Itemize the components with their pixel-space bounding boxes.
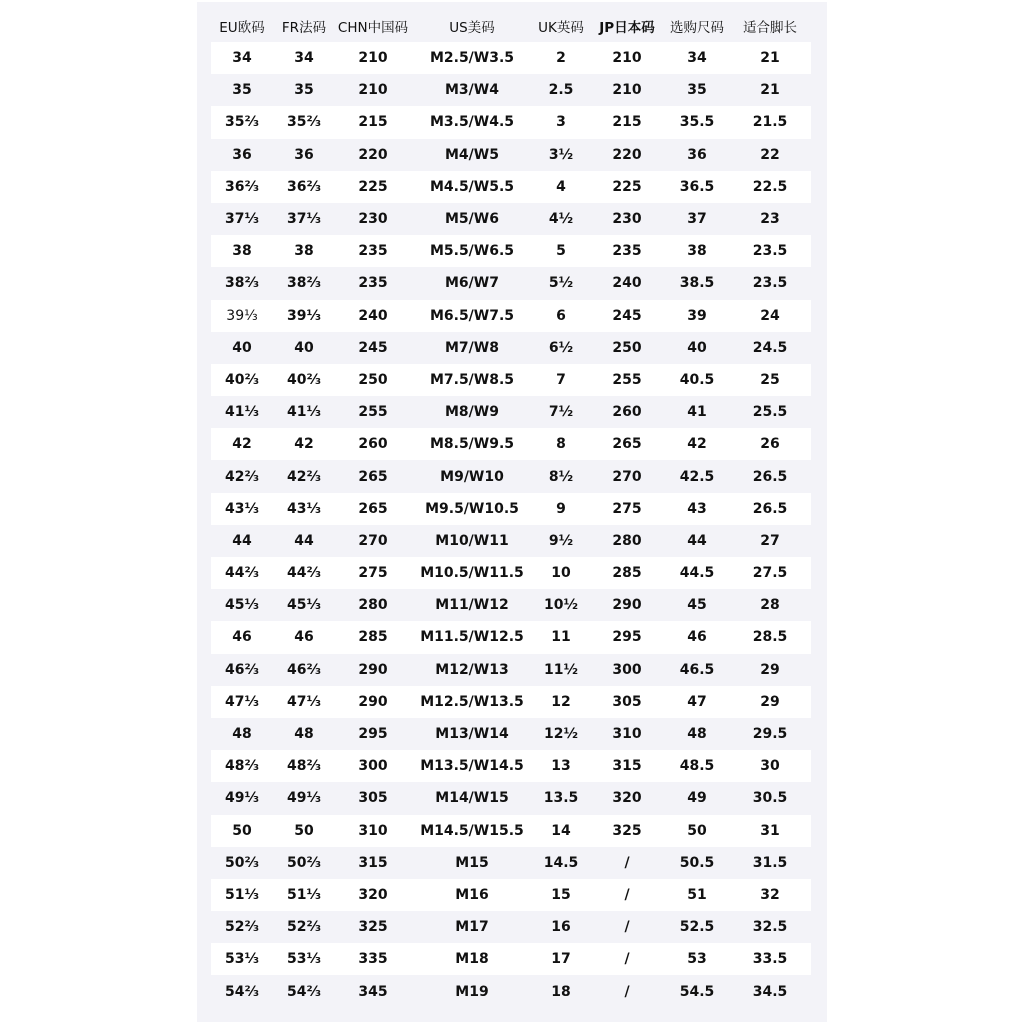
cell-eu: 43⅓ (211, 493, 273, 525)
cell-eu: 49⅓ (211, 782, 273, 814)
cell-jp: 230 (589, 203, 665, 235)
cell-eu: 35⅔ (211, 106, 273, 138)
cell-jp: / (589, 879, 665, 911)
cell-chn: 210 (335, 74, 411, 106)
cell-jp: 250 (589, 332, 665, 364)
cell-eu: 48⅔ (211, 750, 273, 782)
cell-us: M11/W12 (411, 589, 533, 621)
cell-eu: 46⅔ (211, 654, 273, 686)
size-chart-panel (197, 2, 827, 1022)
cell-chn: 235 (335, 235, 411, 267)
cell-eu: 38 (211, 235, 273, 267)
cell-uk: 4½ (533, 203, 589, 235)
cell-eu: 44 (211, 525, 273, 557)
cell-jp: 310 (589, 718, 665, 750)
cell-selected-size: 42 (665, 428, 729, 460)
cell-uk: 3 (533, 106, 589, 138)
cell-eu: 40 (211, 332, 273, 364)
table-row (211, 267, 811, 299)
header-foot-length: 适合脚长 (743, 20, 797, 36)
cell-chn: 325 (335, 911, 411, 943)
cell-fr: 49⅓ (273, 782, 335, 814)
cell-selected-size: 38.5 (665, 267, 729, 299)
cell-chn: 305 (335, 782, 411, 814)
cell-selected-size: 47 (665, 686, 729, 718)
cell-fr: 53⅓ (273, 943, 335, 975)
cell-eu: 34 (211, 42, 273, 74)
cell-fr: 45⅓ (273, 589, 335, 621)
cell-chn: 255 (335, 396, 411, 428)
cell-foot-length: 32.5 (729, 911, 811, 943)
cell-fr: 34 (273, 42, 335, 74)
cell-us: M8/W9 (411, 396, 533, 428)
cell-jp: / (589, 943, 665, 975)
cell-us: M14/W15 (411, 782, 533, 814)
table-row (211, 911, 811, 943)
cell-chn: 230 (335, 203, 411, 235)
cell-uk: 2 (533, 42, 589, 74)
cell-fr: 54⅔ (273, 975, 335, 1007)
cell-us: M11.5/W12.5 (411, 621, 533, 653)
cell-eu: 45⅓ (211, 589, 273, 621)
cell-jp: 210 (589, 74, 665, 106)
table-row (211, 42, 811, 74)
cell-fr: 48 (273, 718, 335, 750)
cell-chn: 240 (335, 300, 411, 332)
cell-uk: 5 (533, 235, 589, 267)
cell-us: M14.5/W15.5 (411, 815, 533, 847)
cell-us: M4/W5 (411, 139, 533, 171)
cell-chn: 285 (335, 621, 411, 653)
cell-selected-size: 50.5 (665, 847, 729, 879)
cell-uk: 17 (533, 943, 589, 975)
cell-chn: 290 (335, 686, 411, 718)
cell-jp: 290 (589, 589, 665, 621)
cell-fr: 43⅓ (273, 493, 335, 525)
cell-jp: 210 (589, 42, 665, 74)
cell-chn: 320 (335, 879, 411, 911)
cell-us: M6/W7 (411, 267, 533, 299)
cell-chn: 295 (335, 718, 411, 750)
cell-chn: 300 (335, 750, 411, 782)
table-row (211, 589, 811, 621)
cell-us: M12.5/W13.5 (411, 686, 533, 718)
cell-fr: 44 (273, 525, 335, 557)
table-row (211, 139, 811, 171)
cell-selected-size: 35.5 (665, 106, 729, 138)
cell-fr: 35 (273, 74, 335, 106)
cell-uk: 8½ (533, 460, 589, 492)
cell-jp: 325 (589, 815, 665, 847)
cell-jp: 285 (589, 557, 665, 589)
cell-jp: 295 (589, 621, 665, 653)
cell-selected-size: 34 (665, 42, 729, 74)
cell-selected-size: 40 (665, 332, 729, 364)
cell-selected-size: 36.5 (665, 171, 729, 203)
cell-foot-length: 23.5 (729, 235, 811, 267)
cell-jp: 320 (589, 782, 665, 814)
cell-uk: 8 (533, 428, 589, 460)
cell-uk: 12½ (533, 718, 589, 750)
cell-chn: 260 (335, 428, 411, 460)
cell-foot-length: 31.5 (729, 847, 811, 879)
cell-us: M9/W10 (411, 460, 533, 492)
cell-eu: 35 (211, 74, 273, 106)
cell-foot-length: 21 (729, 74, 811, 106)
cell-selected-size: 40.5 (665, 364, 729, 396)
cell-foot-length: 21 (729, 42, 811, 74)
cell-fr: 48⅔ (273, 750, 335, 782)
cell-selected-size: 37 (665, 203, 729, 235)
cell-eu: 48 (211, 718, 273, 750)
cell-jp: 255 (589, 364, 665, 396)
table-row (211, 235, 811, 267)
cell-us: M12/W13 (411, 654, 533, 686)
cell-selected-size: 41 (665, 396, 729, 428)
cell-uk: 18 (533, 975, 589, 1007)
cell-uk: 6 (533, 300, 589, 332)
cell-eu: 36⅔ (211, 171, 273, 203)
cell-jp: / (589, 847, 665, 879)
cell-jp: 305 (589, 686, 665, 718)
cell-uk: 10½ (533, 589, 589, 621)
cell-fr: 38 (273, 235, 335, 267)
cell-us: M7.5/W8.5 (411, 364, 533, 396)
table-row (211, 332, 811, 364)
cell-fr: 35⅔ (273, 106, 335, 138)
cell-chn: 225 (335, 171, 411, 203)
cell-jp: / (589, 911, 665, 943)
cell-foot-length: 26 (729, 428, 811, 460)
cell-selected-size: 54.5 (665, 975, 729, 1007)
header-us: US美码 (449, 20, 495, 36)
cell-fr: 42 (273, 428, 335, 460)
cell-fr: 46 (273, 621, 335, 653)
cell-foot-length: 29.5 (729, 718, 811, 750)
cell-us: M3/W4 (411, 74, 533, 106)
cell-chn: 245 (335, 332, 411, 364)
cell-selected-size: 49 (665, 782, 729, 814)
cell-eu: 42⅔ (211, 460, 273, 492)
cell-selected-size: 46.5 (665, 654, 729, 686)
cell-chn: 280 (335, 589, 411, 621)
cell-uk: 7 (533, 364, 589, 396)
cell-fr: 36 (273, 139, 335, 171)
cell-jp: 240 (589, 267, 665, 299)
cell-fr: 37⅓ (273, 203, 335, 235)
cell-us: M19 (411, 975, 533, 1007)
cell-foot-length: 25 (729, 364, 811, 396)
cell-uk: 11½ (533, 654, 589, 686)
cell-fr: 40 (273, 332, 335, 364)
cell-foot-length: 34.5 (729, 975, 811, 1007)
table-row (211, 943, 811, 975)
cell-selected-size: 43 (665, 493, 729, 525)
cell-us: M13/W14 (411, 718, 533, 750)
cell-foot-length: 32 (729, 879, 811, 911)
cell-selected-size: 51 (665, 879, 729, 911)
cell-eu: 37⅓ (211, 203, 273, 235)
cell-eu: 44⅔ (211, 557, 273, 589)
cell-eu: 53⅓ (211, 943, 273, 975)
cell-fr: 40⅔ (273, 364, 335, 396)
cell-us: M8.5/W9.5 (411, 428, 533, 460)
cell-chn: 265 (335, 493, 411, 525)
cell-foot-length: 33.5 (729, 943, 811, 975)
cell-fr: 47⅓ (273, 686, 335, 718)
cell-selected-size: 45 (665, 589, 729, 621)
cell-eu: 41⅓ (211, 396, 273, 428)
cell-uk: 9 (533, 493, 589, 525)
cell-jp: 220 (589, 139, 665, 171)
table-row (211, 428, 811, 460)
cell-eu: 47⅓ (211, 686, 273, 718)
cell-us: M16 (411, 879, 533, 911)
cell-uk: 11 (533, 621, 589, 653)
cell-eu: 40⅔ (211, 364, 273, 396)
cell-fr: 46⅔ (273, 654, 335, 686)
cell-foot-length: 26.5 (729, 460, 811, 492)
cell-us: M15 (411, 847, 533, 879)
cell-chn: 315 (335, 847, 411, 879)
cell-fr: 36⅔ (273, 171, 335, 203)
table-row (211, 621, 811, 653)
size-chart-body (211, 42, 811, 1008)
cell-chn: 220 (335, 139, 411, 171)
cell-us: M5/W6 (411, 203, 533, 235)
header-uk: UK英码 (538, 20, 584, 36)
cell-chn: 335 (335, 943, 411, 975)
cell-uk: 6½ (533, 332, 589, 364)
cell-us: M9.5/W10.5 (411, 493, 533, 525)
cell-foot-length: 28.5 (729, 621, 811, 653)
cell-selected-size: 42.5 (665, 460, 729, 492)
cell-jp: / (589, 975, 665, 1007)
cell-eu: 52⅔ (211, 911, 273, 943)
cell-chn: 310 (335, 815, 411, 847)
cell-fr: 44⅔ (273, 557, 335, 589)
header-selected-size: 选购尺码 (670, 20, 724, 36)
cell-eu: 51⅓ (211, 879, 273, 911)
cell-uk: 12 (533, 686, 589, 718)
cell-eu: 54⅔ (211, 975, 273, 1007)
cell-chn: 215 (335, 106, 411, 138)
cell-eu: 36 (211, 139, 273, 171)
cell-jp: 225 (589, 171, 665, 203)
cell-jp: 270 (589, 460, 665, 492)
cell-foot-length: 22 (729, 139, 811, 171)
cell-chn: 275 (335, 557, 411, 589)
size-chart-table (211, 10, 811, 1008)
cell-us: M10/W11 (411, 525, 533, 557)
cell-jp: 245 (589, 300, 665, 332)
cell-us: M4.5/W5.5 (411, 171, 533, 203)
cell-fr: 50⅔ (273, 847, 335, 879)
cell-foot-length: 23 (729, 203, 811, 235)
cell-chn: 345 (335, 975, 411, 1007)
cell-fr: 50 (273, 815, 335, 847)
cell-us: M7/W8 (411, 332, 533, 364)
cell-foot-length: 27 (729, 525, 811, 557)
table-row (211, 975, 811, 1007)
cell-fr: 38⅔ (273, 267, 335, 299)
cell-us: M2.5/W3.5 (411, 42, 533, 74)
cell-foot-length: 26.5 (729, 493, 811, 525)
header-fr: FR法码 (281, 20, 327, 36)
cell-us: M10.5/W11.5 (411, 557, 533, 589)
cell-us: M18 (411, 943, 533, 975)
table-row (211, 396, 811, 428)
cell-jp: 315 (589, 750, 665, 782)
cell-eu: 42 (211, 428, 273, 460)
table-row (211, 460, 811, 492)
cell-selected-size: 44 (665, 525, 729, 557)
table-row (211, 106, 811, 138)
cell-uk: 16 (533, 911, 589, 943)
cell-chn: 270 (335, 525, 411, 557)
cell-uk: 3½ (533, 139, 589, 171)
cell-selected-size: 48 (665, 718, 729, 750)
cell-uk: 9½ (533, 525, 589, 557)
cell-selected-size: 50 (665, 815, 729, 847)
table-row (211, 879, 811, 911)
cell-chn: 290 (335, 654, 411, 686)
cell-foot-length: 24 (729, 300, 811, 332)
cell-selected-size: 53 (665, 943, 729, 975)
cell-foot-length: 29 (729, 686, 811, 718)
cell-foot-length: 23.5 (729, 267, 811, 299)
header-chn: CHN中国码 (337, 20, 409, 36)
cell-us: M3.5/W4.5 (411, 106, 533, 138)
cell-uk: 5½ (533, 267, 589, 299)
cell-uk: 4 (533, 171, 589, 203)
cell-fr: 51⅓ (273, 879, 335, 911)
table-row (211, 364, 811, 396)
table-row (211, 525, 811, 557)
table-row (211, 718, 811, 750)
cell-jp: 235 (589, 235, 665, 267)
cell-jp: 215 (589, 106, 665, 138)
cell-jp: 265 (589, 428, 665, 460)
table-row (211, 782, 811, 814)
cell-uk: 10 (533, 557, 589, 589)
cell-uk: 13 (533, 750, 589, 782)
cell-foot-length: 27.5 (729, 557, 811, 589)
cell-uk: 13.5 (533, 782, 589, 814)
cell-eu: 39⅓ (211, 300, 273, 332)
cell-selected-size: 39 (665, 300, 729, 332)
table-row (211, 203, 811, 235)
cell-jp: 260 (589, 396, 665, 428)
cell-uk: 2.5 (533, 74, 589, 106)
cell-chn: 250 (335, 364, 411, 396)
cell-selected-size: 52.5 (665, 911, 729, 943)
table-row (211, 557, 811, 589)
cell-jp: 300 (589, 654, 665, 686)
cell-us: M5.5/W6.5 (411, 235, 533, 267)
cell-uk: 7½ (533, 396, 589, 428)
cell-fr: 41⅓ (273, 396, 335, 428)
cell-selected-size: 35 (665, 74, 729, 106)
cell-selected-size: 38 (665, 235, 729, 267)
table-row (211, 300, 811, 332)
cell-us: M13.5/W14.5 (411, 750, 533, 782)
cell-selected-size: 48.5 (665, 750, 729, 782)
cell-jp: 275 (589, 493, 665, 525)
cell-foot-length: 30.5 (729, 782, 811, 814)
cell-uk: 14.5 (533, 847, 589, 879)
cell-selected-size: 36 (665, 139, 729, 171)
table-row (211, 74, 811, 106)
cell-chn: 265 (335, 460, 411, 492)
cell-chn: 210 (335, 42, 411, 74)
cell-foot-length: 30 (729, 750, 811, 782)
table-row (211, 654, 811, 686)
cell-eu: 50⅔ (211, 847, 273, 879)
table-row (211, 686, 811, 718)
cell-eu: 46 (211, 621, 273, 653)
cell-jp: 280 (589, 525, 665, 557)
table-row (211, 750, 811, 782)
cell-fr: 52⅔ (273, 911, 335, 943)
header-jp: JP日本码 (599, 20, 655, 36)
header-row (211, 10, 811, 42)
table-row (211, 815, 811, 847)
cell-us: M17 (411, 911, 533, 943)
table-row (211, 493, 811, 525)
cell-chn: 235 (335, 267, 411, 299)
cell-us: M6.5/W7.5 (411, 300, 533, 332)
header-eu: EU欧码 (219, 20, 265, 36)
cell-uk: 14 (533, 815, 589, 847)
cell-eu: 38⅔ (211, 267, 273, 299)
cell-foot-length: 28 (729, 589, 811, 621)
cell-foot-length: 22.5 (729, 171, 811, 203)
cell-selected-size: 46 (665, 621, 729, 653)
cell-selected-size: 44.5 (665, 557, 729, 589)
cell-foot-length: 25.5 (729, 396, 811, 428)
cell-foot-length: 21.5 (729, 106, 811, 138)
cell-fr: 39⅓ (273, 300, 335, 332)
cell-eu: 50 (211, 815, 273, 847)
table-row (211, 171, 811, 203)
cell-uk: 15 (533, 879, 589, 911)
cell-foot-length: 29 (729, 654, 811, 686)
cell-foot-length: 24.5 (729, 332, 811, 364)
table-row (211, 847, 811, 879)
cell-fr: 42⅔ (273, 460, 335, 492)
cell-foot-length: 31 (729, 815, 811, 847)
